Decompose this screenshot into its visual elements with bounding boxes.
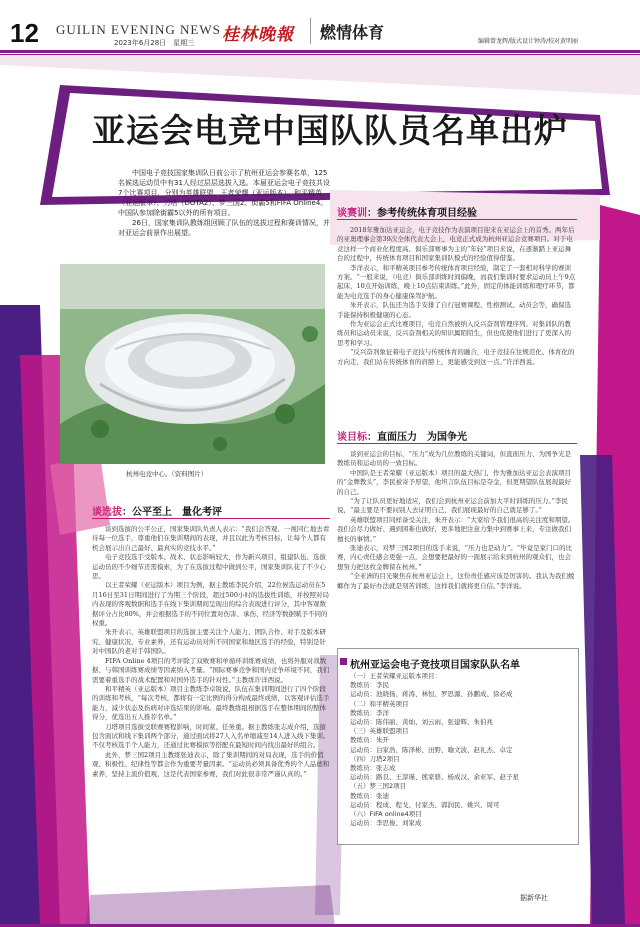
section-heading-selection	[92, 503, 222, 518]
section-heading-goals	[337, 428, 467, 443]
roster-row: 教练员：张志成	[350, 764, 396, 773]
body-paragraph: 谈到选拔的公平公正，国家集训队负责人表示：“我们会答观、一视同仁地去看待每一位选手，尊重他们在集训期间的表现，并且以此为考核目标，让每个人都有机会展示出自己最好、最真实的竞技水平。”	[92, 525, 330, 552]
body-paragraph: 李洋表示，和平精英项目参考传统体育项目经验，制定了一套相对科学的赛训方案。“一般来说，（电竞）俱乐部训练时间偏晚，而我们集训时要求运动员上午9点起床，10点开始训练，晚上10点结束训练。”此外，固定的体能训练和理疗环节，都能为电竞选手的身心健康保驾护航。	[337, 263, 576, 300]
roster-bullet-icon	[340, 658, 347, 665]
roster-row: （四）刀塔2项目	[350, 754, 400, 763]
body-paragraph: 此外，梦三国2项目主教练张迪表示，除了集训期间的对局表现，选手的价值观、积极性、纪律性等都会作为重要考量因素。“运动员必须具备优秀的个人品德和素养，坚持主流价值观，这是代表国家参赛，我们对此很非常严谨认真的。”	[92, 750, 330, 778]
roster-title: 杭州亚运会电子竞技项目国家队队名单	[350, 660, 520, 671]
photo-caption: 杭州电竞中心。（资料图片）	[126, 470, 208, 478]
masthead-rule	[0, 50, 640, 53]
section-body-goals	[337, 450, 577, 591]
lead-paragraph: 中国电子竞技国家集训队日前公示了杭州亚运会参赛名单，125名候选运动员中有31人经过层层选拔入选。本届亚运会电子竞技共设7个比赛项目，分别为英雄联盟、王者荣耀（亚运版本）、和平精英（亚运版本）、刀塔（DOTA2）、梦三国2、街霸5和FIFA Online4。中国队参加除街霸5以外的所有项目。	[118, 169, 330, 217]
body-paragraph: “全亚洲的目光聚焦在杭州亚运会上，这份责任感应该是厉害的。我认为我们螳螂作为了最好办法就是刻苦训练，这样我们就将更自信。”李洋说。	[337, 572, 575, 590]
body-paragraph: 朱开表示，队伍还为选手安排了自行冠赛课程、性格测试、动员会等，确保选手能保持积极健康的心态。	[337, 301, 571, 319]
section-underline	[337, 219, 577, 220]
section-body-selection	[92, 525, 330, 779]
roster-row: （二）和平精英项目	[350, 699, 409, 708]
section-keyword: 谈目标	[337, 432, 367, 443]
body-paragraph: 英雄联盟项目同样备受关注，朱开表示：“大家给予我们很高的关注度和期望。我们会尽力做好、遇到困难也做好，更多地把注意力集中到赛事上来，专注做我们擅长的事情。”	[337, 515, 575, 543]
section-underline	[337, 443, 577, 444]
roster-row: 教练员：李民	[350, 681, 389, 690]
body-paragraph: 谈到亚运会的目标，“压力”成为几位教练的关键词，但直面压力、为国争光是教练员和运动员的一致目标。	[337, 450, 572, 468]
roster-row: 运动员：陈伟丽、黄灿、刘云雨、张建辉、朱伯兆	[350, 718, 493, 727]
roster-row: 教练员：张迪	[350, 791, 389, 800]
body-paragraph: 和平精英（亚运版本）项目主教练李卓锐说，队伍在集训期间进行了四个阶段的训练和考核，“每次考核，都将有一定比例的得分构成最终成绩，以客观评估选手能力，减少状态及伤病对评选结果的影响。最终教练组根据选手在整体期间的整体得分，优选出五人推荐名单。”	[92, 684, 330, 722]
roster-row: （一）王者荣耀亚运版本项目：	[350, 672, 441, 680]
body-paragraph: 张迪表示，对梦三国2项目的选手来说，“压力也是动力”。“毕竟是家门口的比赛，内心责任感会更强一点，会想要把最好的一面展示给来到杭州的观众们，也会想努力把这枚金牌留在杭州。”	[337, 544, 573, 571]
page-number: 12	[10, 18, 39, 48]
esports-center-photo	[60, 264, 325, 464]
article-lead	[118, 168, 330, 238]
body-paragraph: 以王者荣耀（亚运版本）项目为例，据主教练李民介绍，22位候选运动员在5月16日至31日期间进行了为期三个阶段，超过500小时的选拔性训练，并按照对局内表现的客观数据和选手在线下集训期间呈现出的综合表现进行评分，其中客观数据评分占比80%，并会根据选手的不同位置对伤害、承伤、经济等数据赋予不同的权重。	[92, 581, 329, 628]
masthead-divider	[310, 18, 311, 44]
section-keyword: 谈赛训	[337, 208, 367, 219]
roster-list	[350, 672, 572, 828]
roster-row: 运动员：池晓扬、蒋涛、林恒、罗思源、孙鹏成、徐必成	[350, 690, 513, 699]
article-source: 据新华社	[520, 894, 548, 902]
section-body-training	[337, 226, 577, 367]
body-paragraph: “为了让队员更好地适应，我们会到杭州亚运会前加大平时训练的压力。”李民说，“最主要是不要问别人去证明自己，我们展现最好的自己就足够了。”	[337, 497, 568, 515]
headline: 亚运会电竞中国队队员名单出炉	[92, 111, 568, 150]
section-name: 燃情体育	[320, 23, 385, 42]
roster-row: （六）FIFA online4项目	[350, 810, 422, 819]
section-keyword: 谈选拔	[92, 507, 122, 518]
body-paragraph: 刀塔项目选拔受联赛赛程影响，时间紧、任务重。据主教练张志成介绍，选拔包含面试和线下集训两个部分，通过面试将27人入名单缩减至14人进入线下集训。不仅考核选手个人能力，还通过比赛模拟等搭配在最短时间内找出最好的组合。	[92, 722, 330, 750]
roster-row: （三）英雄联盟项目	[350, 727, 409, 736]
roster-row: （五）梦三国2项目	[350, 782, 407, 791]
editor-credits: 编辑曾龙辉/版式设计钟涛/校对黄明丽	[478, 38, 579, 45]
body-paragraph: 中国队是王者荣耀（亚运版本）项目的最大热门，作为雅加达亚运会表演项目的“金牌教头”，李民被寄予厚望，他坦言队伍目标是夺金，但更期望队伍展现最好的自己。	[337, 468, 572, 496]
roster-row: 运动员：程成、程戈、付家杰、郭润民、姚兴、周可	[350, 800, 500, 809]
roster-row: 教练员：朱开	[350, 736, 389, 745]
paper-name-logo: 桂林晚報	[222, 25, 294, 45]
body-paragraph: FIFA Online 4项目的考评除了双败赛和单循环训练赛成绩，也将外服对战数据、与韩国训练赛成绩等因素纳入考量。“国际赛事竞争和国内竞争环境不同，我们需要着重选手的战术配置和对国外选手的针对性。”主教练许洋西说。	[92, 656, 330, 684]
section-title: ：公平至上 量化考评	[122, 507, 222, 518]
section-title: ：直面压力 为国争光	[367, 432, 467, 443]
paper-name-english: GUILIN EVENING NEWS	[56, 22, 221, 37]
section-heading-training	[337, 204, 477, 219]
section-title: ：参考传统体育项目经验	[367, 208, 477, 219]
roster-row: 运动员：李思俊、刘家成	[350, 819, 422, 828]
body-paragraph: 2018年雅加达亚运会，电子竞技作为表演项目迎来在亚运会上的首秀。两年后的亚奥理事会第39次全体代表大会上，电竞正式成为杭州亚运会竞赛项目。对于电竞这样一个商业化程度高、俱乐部赛事为主的“年轻”项目来说，在逐渐踏上亚运舞台的过程中，传统体育项目和国家集训队模式的经验值得借鉴。	[337, 226, 575, 263]
roster-row: 运动员：路良、王淳瑾、熊家骆、杨成汉、余亚军、赵子星	[350, 773, 519, 782]
body-paragraph: 朱开表示，英雄联盟项目的选拔主要关注个人能力、团队合作、对手及版本研究、健康状况、专业素养，还有运动员对所不同国家和地区选手的经验，特别是针对中国队的老对手韩国队。	[92, 628, 326, 656]
lead-paragraph: 26日，国家集训队教练组回顾了队伍的选拔过程和赛训情况，并对亚运会前景作出展望。	[118, 219, 330, 237]
body-paragraph: “反兴奋剂象征着电子竞技与传统体育的融合，电子竞技在往规范化、体育化的方向走，我们站在传统体育的肩膀上，更能感受到这一点。”许洋西说。	[337, 348, 575, 366]
body-paragraph: 电子竞技选手受版本、战术、状态影响较大，作为新兴项目，组建队伍、选拔运动员的不少细节还需摸索，为了在选拔过程中做到公平，国家集训队花了不少心思。	[92, 553, 326, 581]
issue-date: 2023年6月28日 星期三	[114, 39, 195, 47]
section-underline	[92, 518, 330, 519]
roster-row: 运动员：白家浩、陈泽彬、田野、喻文波、赵礼杰、卓定	[350, 745, 513, 754]
body-paragraph: 作为亚运会正式比赛项目，电竞自然被纳入反兴奋剂管理序列。对集训队的教练员和运动员来说，反兴奋剂相关的知识属陌陌生，但也促使他们进行了更深入的思考和学习。	[337, 320, 571, 347]
roster-row: 教练员：李洋	[350, 708, 389, 717]
